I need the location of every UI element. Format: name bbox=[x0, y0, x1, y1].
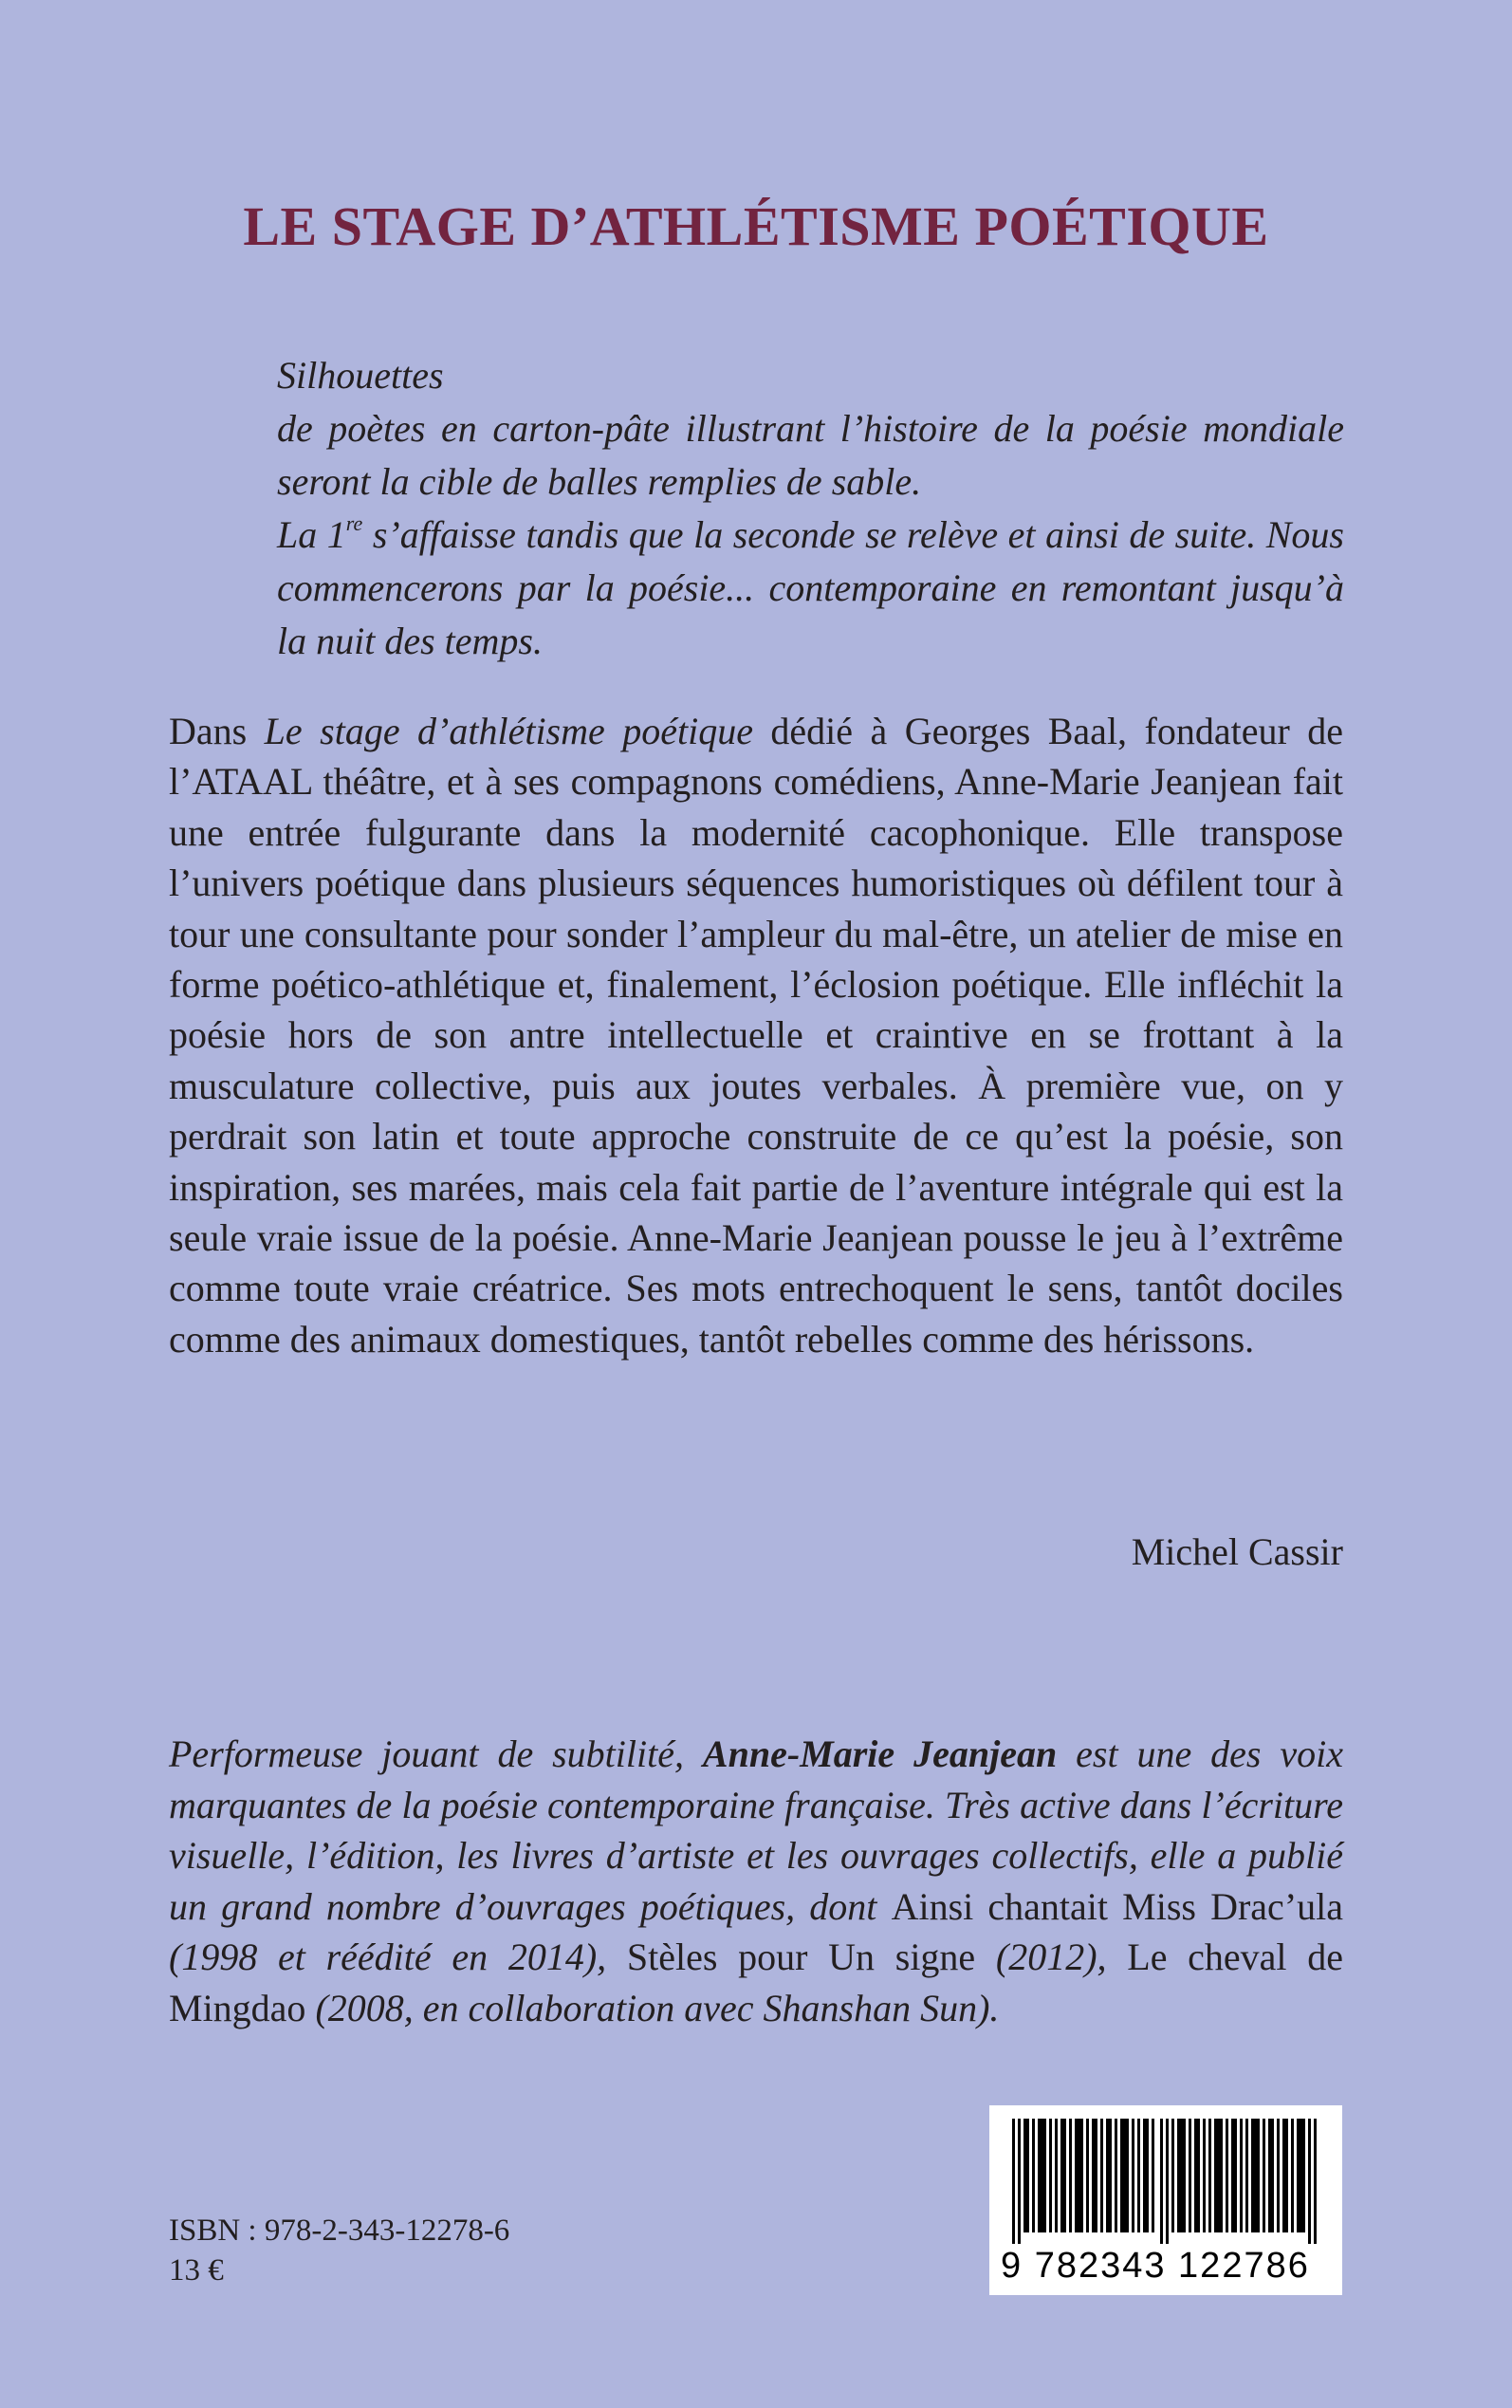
isbn-number: ISBN : 978-2-343-12278-6 bbox=[169, 2214, 510, 2248]
work-title-1: Ainsi chantait Miss Drac’ula bbox=[891, 1884, 1344, 1928]
epigraph bbox=[277, 349, 1344, 668]
barcode-digits: 9 782343 122786 bbox=[1001, 2246, 1310, 2286]
author-bio: Performeuse jouant de subtilité, Anne-Marie Jeanjean est une des voix marquantes de la poésie contemporaine française. Très active dans l’écriture visuelle, l’édition, les livres d’artiste et les ouvrages collectifs, elle a publié un grand nombre d’ouvrages poétiques, dont Ainsi chantait Miss Drac’ula (1998 et réédité en 2014), Stèles pour Un signe (2012), Le cheval de Mingdao (2008, en collaboration avec Shanshan Sun). bbox=[169, 1732, 1344, 2029]
author-name: Anne-Marie Jeanjean bbox=[702, 1732, 1058, 1775]
isbn-price-block bbox=[169, 2211, 509, 2290]
barcode bbox=[989, 2105, 1342, 2295]
epigraph-paragraph-2: de poètes en carton-pâte illustrant l’histoire de la poésie mondiale seront la cible de balles remplies de sable. bbox=[277, 407, 1344, 503]
work-title-2: Stèles pour Un signe bbox=[626, 1936, 976, 1978]
barcode-bars bbox=[1012, 2119, 1319, 2244]
back-cover-blurb: Dans Le stage d’athlétisme poétique dédié à Georges Baal, fondateur de l’ATAAL théâtre, et à ses compagnons comédiens, Anne-Marie Jeanjean fait une entrée fulgurante dans la modernité cacophonique. Elle transpose l’univers poétique dans plusieurs séquences humoristiques où défilent tour à tour une consultante pour sonder l’ampleur du mal-être, un atelier de mise en forme poético-athlétique et, finalement, l’éclosion poétique. Elle infléchit la poésie hors de son antre intellectuelle et craintive en se frottant à la musculature collective, puis aux joutes verbales. À première vue, on y perdrait son latin et toute approche construite de ce qu’est la poésie, son inspiration, ses marées, mais cela fait partie de l’aventure intégrale qui est la seule vraie issue de la poésie. Anne-Marie Jeanjean pousse le jeu à l’extrême comme toute vraie créatrice. Ses mots entrechoquent le sens, tantôt dociles comme des animaux domestiques, tantôt rebelles comme des hérissons. bbox=[169, 710, 1343, 1361]
book-title: LE STAGE D’ATHLÉTISME POÉTIQUE bbox=[243, 195, 1269, 257]
epigraph-paragraph-3: La 1re s’affaisse tandis que la seconde se relève et ainsi de suite. Nous commencerons par la poésie... contemporaine en remontant jusqu’à la nuit des temps. bbox=[277, 510, 1344, 662]
price: 13 € bbox=[169, 2253, 224, 2288]
work-title-3: Le cheval de Mingdao bbox=[169, 1936, 1344, 2029]
epigraph-line-1: Silhouettes bbox=[277, 354, 444, 397]
book-title-mention: Le stage d’athlétisme poétique bbox=[264, 710, 753, 752]
ordinal-superscript: re bbox=[345, 510, 363, 535]
blurb-signature: Michel Cassir bbox=[1131, 1530, 1343, 1573]
